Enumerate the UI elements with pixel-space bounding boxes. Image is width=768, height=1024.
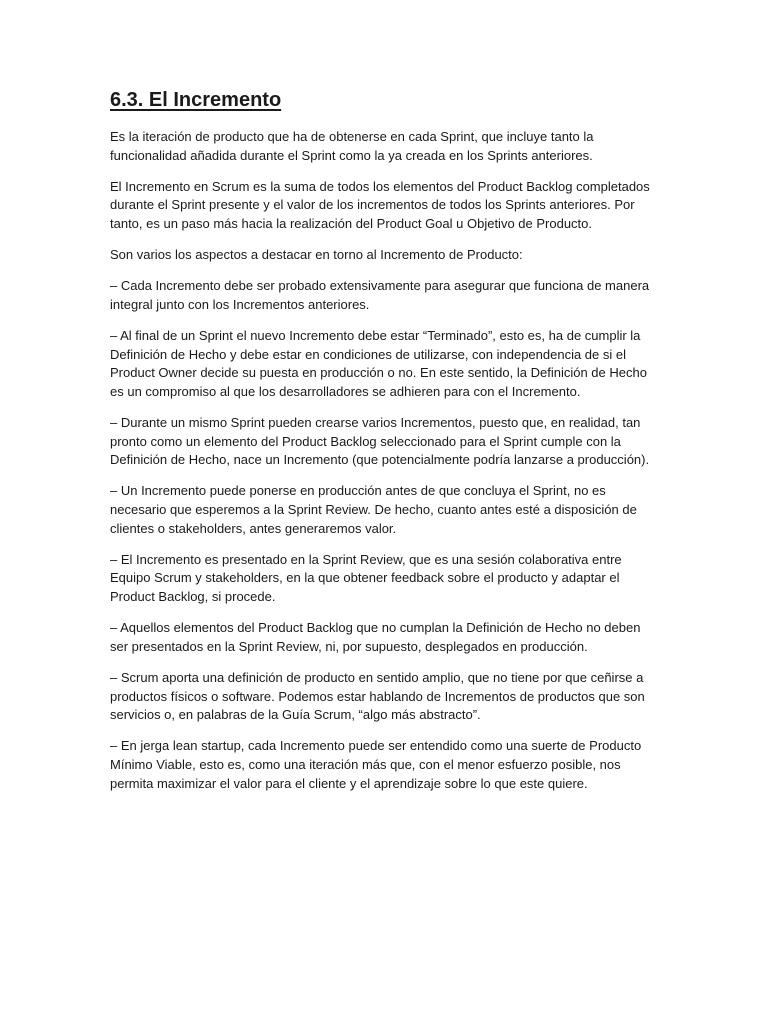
- paragraph-bullet-multiple: – Durante un mismo Sprint pueden crearse varios Incrementos, puesto que, en realidad, tan pronto como un elemento del Product Backlog seleccionado para el Sprint cumple con la Definición de Hecho, nace un Incremento (que potencialmente podría lanzarse a producción).: [110, 415, 650, 468]
- paragraph-bullet-product-scope: – Scrum aporta una definición de producto en sentido amplio, que no tiene por que ceñirse a productos físicos o software. Podemos estar hablando de Incrementos de productos que son servicios o, en palabras de la Guía Scrum, “algo más abstracto”.: [110, 670, 645, 723]
- paragraph-bullet-mvp: – En jerga lean startup, cada Incremento puede ser entendido como una suerte de Producto Mínimo Viable, esto es, como una iteración más que, con el menor esfuerzo posible, nos permita maximizar el valor para el cliente y el aprendizaje sobre lo que este quiere.: [110, 738, 642, 791]
- paragraph-bullet-release: – Un Incremento puede ponerse en producción antes de que concluya el Sprint, no es necesario que esperemos a la Sprint Review. De hecho, cuanto antes esté a disposición de clientes o stakeholders, antes generaremos valor.: [110, 483, 637, 536]
- paragraph-bullet-tested: – Cada Incremento debe ser probado extensivamente para asegurar que funciona de manera integral junto con los Incrementos anteriores.: [110, 278, 650, 312]
- document-page: [110, 86, 650, 806]
- paragraph-bullet-review: – El Incremento es presentado en la Sprint Review, que es una sesión colaborativa entre Equipo Scrum y stakeholders, en la que obtener feedback sobre el producto y adaptar el Product Backlog, si procede.: [110, 551, 622, 605]
- section-heading: 6.3. El Incremento: [110, 89, 282, 111]
- paragraph-aspects-intro: Son varios los aspectos a destacar en torno al Incremento de Producto:: [110, 247, 523, 263]
- paragraph-bullet-not-done: – Aquellos elementos del Product Backlog que no cumplan la Definición de Hecho no deben ser presentados en la Sprint Review, ni, por supuesto, desplegados en producción.: [110, 620, 641, 654]
- paragraph-intro: Es la iteración de producto que ha de obtenerse en cada Sprint, que incluye tanto la funcionalidad añadida durante el Sprint como la ya creada en los Sprints anteriores.: [110, 129, 594, 163]
- paragraph-definition: El Incremento en Scrum es la suma de todos los elementos del Product Backlog completados durante el Sprint presente y el valor de los incrementos de todos los Sprints anteriores. Por tanto, es un paso más hacia la realización del Product Goal u Objetivo de Producto.: [110, 178, 650, 231]
- paragraph-bullet-done: – Al final de un Sprint el nuevo Incremento debe estar “Terminado”, esto es, ha de cumplir la Definición de Hecho y debe estar en condiciones de utilizarse, con independencia de si el Product Owner decide su puesta en producción o no. En este sentido, la Definición de Hecho es un compromiso al que los desarrolladores se adhieren para con el Incremento.: [110, 328, 647, 399]
